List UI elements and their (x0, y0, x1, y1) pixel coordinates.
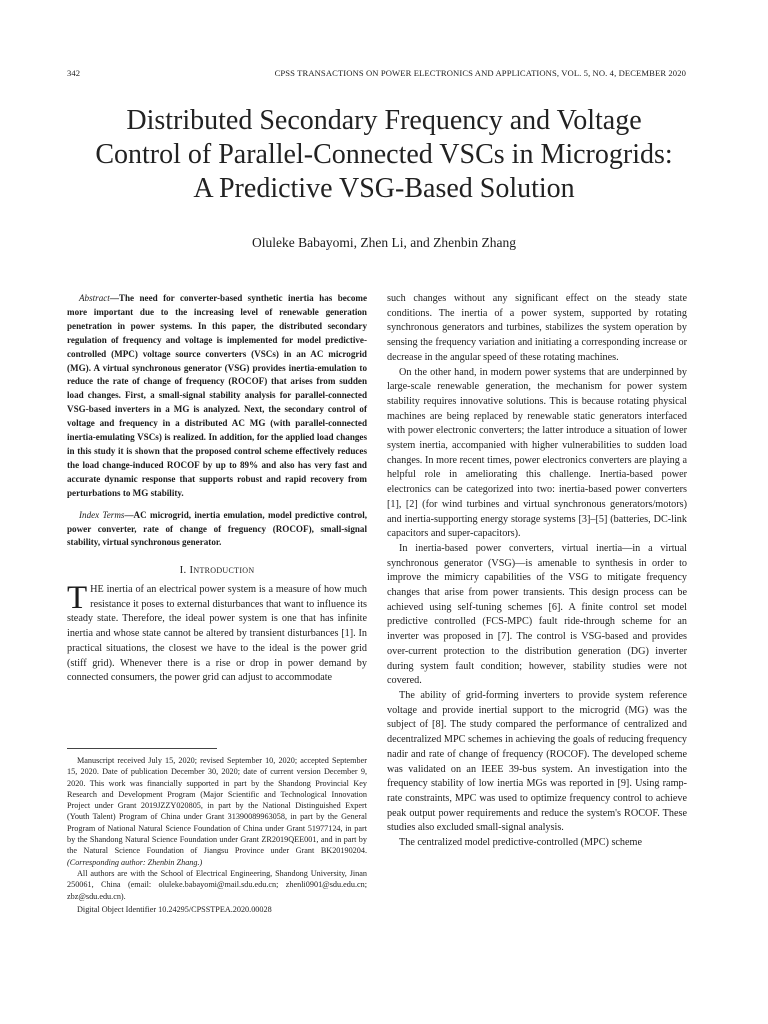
section-title: Introduction (189, 564, 255, 577)
intro-paragraph-1-text: HE inertia of an electrical power system is a measure of how much resistance it poses to external disturbances that want to influence its steady state. Therefore, the ideal power system is one that has infinite inertia and whose state cannot be altered by transient disturbances [1]. In practical situations, the closest we have to the ideal is the power grid (stiff grid). Whenever there is a rise or drop in power demand by connected consumers, the power grid can adjust to accommodate (67, 584, 367, 684)
section-numeral: I. (179, 564, 190, 577)
page-number: 342 (67, 68, 81, 78)
journal-name: CPSS TRANSACTIONS ON POWER ELECTRONICS AND APPLICATIONS, VOL. 5, NO. 4, DECEMBER 2020 (274, 68, 686, 78)
paper-title (40, 104, 728, 206)
body-paragraph: In inertia-based power converters, virtual inertia—in a virtual synchronous generator (VSG)—is amenable to synthesis in order to improve the mimicry capabilities of the VSG to mitigate frequency changes that arise from power transients. This design process can be achieved using self-tuning schemes [6]. A finite control set model predictive controlled (FCS-MPC) fault ride-through scheme for an inverter was proposed in [7]. The control is VSG-based and provides over-current protection to the distribution generation (DG) inverter during system fault condition; however, stability studies were not covered. (387, 542, 687, 687)
abstract-text: —The need for converter-based synthetic inertia has become more important due to the increasing level of renewable generation penetration in power systems. In this paper, the distributed secondary regulation of frequency and voltage is implemented for model predictive-controlled (MPC) voltage source converters (VSCs) in an AC microgrid (MG). A virtual synchronous generator (VSG) provides inertia-emulation to reduce the rate of change of frequency (ROCOF) that arises from sudden load changes. First, a small-signal stability analysis for parallel-connected VSG-based inverters in a MG is analyzed. Next, the secondary control of voltage and frequency in a distributed AC MG (with parallel-connected inertia-emulating VSCs) is realized. In addition, for the applied load changes in this study it is shown that the proposed control scheme effectively reduces the load change-induced ROCOF by up to 89% and also has very fast and accurate dynamic response that supports robust and rapid recovery from perturbations to MG stability. (67, 293, 367, 498)
footnote-received-text: Manuscript received July 15, 2020; revised September 10, 2020; accepted September 15, 2020. Date of publication December 30, 2020; date of current version December 9, 2020. This work was financially supported in part by the Shandong Provincial Key Research and Development Program (Major Scientific and Technological Innovation Project under Grant 2019JZZY020805, in part by the National Distinguished Expert (Youth Talent) Program of China under Grant 31390089963058, in part by the General Program of National Natural Science Foundation of China under Grant 51977124, in part by the Shandong Natural Science Foundation under Grant ZR2019QEE001, and in part by the Natural Science Foundation of Jiangsu Province under Grant BK20190204. (67, 756, 367, 856)
title-line-3: A Predictive VSG-Based Solution (193, 173, 575, 204)
body-paragraph: On the other hand, in modern power systems that are underpinned by large-scale renewable generation, the mechanism for power system stability requires innovative solutions. This is because rotating physical machines are being replaced by renewable static generators interfaced with power electronic converters; the latter introduce a situation of lower system inertia, accompanied with higher vulnerabilities to sudden load changes. In more recent times, power electronics converters are playing a helpful role in ameliorating this challenge. Inertia-based power electronics can be categorized into two: inertia-based power converters [1], [2] (for wind turbines and virtual synchronous generators/motors) and inertia-supporting energy storage systems [3]–[5] (batteries, DC-link capacitors and super-capacitors). (387, 366, 687, 540)
index-terms-lead: Index Terms (79, 509, 125, 520)
footnote (67, 755, 367, 915)
title-line-2: Control of Parallel-Connected VSCs in Microgrids: (95, 139, 673, 170)
running-header (67, 68, 686, 82)
corresponding-author: (Corresponding author: Zhenbin Zhang.) (67, 857, 203, 867)
body-paragraph: The ability of grid-forming inverters to provide system reference voltage and provide inertial support to the microgrid (MG) was the subject of [8]. The study compared the performance of centralized and decentralized MPC schemes in achieving the goals of reducing frequency nadir and rate of change of frequency (ROCOF). The developed scheme was validated on an IEEE 39-bus system. An investigation into the frequency stability of low inertia MGs was reported in [9]. Using ramp-rate constraints, MPC was used to optimize frequency control to achieve peak output power requirements and reduce the system's ROCOF. These studies also excluded small-signal analysis. (387, 689, 687, 834)
index-terms-text: —AC microgrid, inertia emulation, model predictive control, power converter, rate of change of freguency (ROCOF), small-signal stability, virtual synchronous generator. (67, 509, 368, 548)
footnote-rule (67, 748, 217, 749)
title-line-1: Distributed Secondary Frequency and Voltage (126, 105, 642, 136)
right-column (387, 292, 687, 851)
footnote-affiliation: All authors are with the School of Electrical Engineering, Shandong University, Jinan 250061, China (email: oluleke.babayomi@mail.sdu.edu.cn; zhenli0901@sdu.edu.cn; zbz@sdu.edu.cn). (67, 868, 367, 901)
intro-paragraph-1 (67, 580, 367, 686)
index-terms (67, 509, 367, 551)
footnote-doi: Digital Object Identifier 10.24295/CPSSTPEA.2020.00028 (77, 904, 272, 914)
body-paragraph: such changes without any significant effect on the steady state conditions. The inertia of a power system, supported by rotating synchronous generators and turbines, stabilizes the system operation by sensing the frequency variation and initiating a corresponding increase or decrease in the angular speed of these rotating machines. (387, 293, 687, 363)
abstract (67, 292, 367, 501)
body-paragraph: The centralized model predictive-controlled (MPC) scheme (399, 837, 642, 849)
left-column (67, 292, 367, 686)
drop-cap: T (67, 580, 88, 617)
section-heading-introduction (67, 563, 367, 578)
abstract-lead: Abstract (79, 293, 110, 303)
author-list: Oluleke Babayomi, Zhen Li, and Zhenbin Zhang (252, 235, 516, 250)
footnote-received (67, 755, 367, 868)
